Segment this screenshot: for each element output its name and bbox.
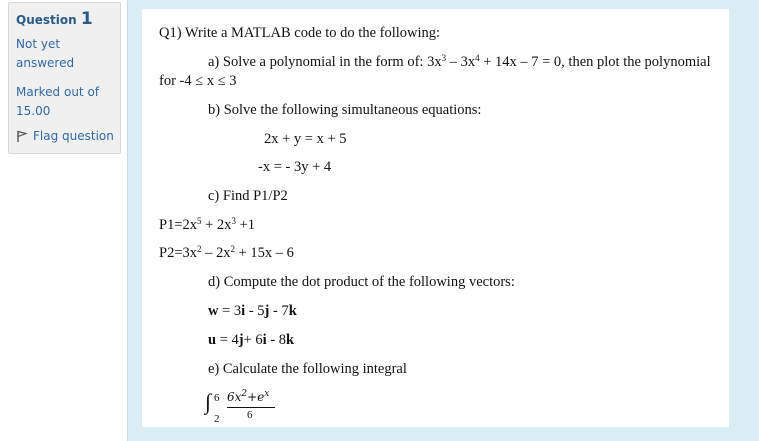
vector-u <box>208 332 294 349</box>
p1-definition <box>159 217 255 234</box>
state-line-1: Not yet <box>16 37 61 51</box>
exp-p2b: 2 <box>230 244 235 254</box>
flag-icon <box>16 130 28 143</box>
w-mid3: - 7 <box>269 303 289 319</box>
equation-2: -x = - 3y + 4 <box>258 159 332 175</box>
exp-p1a: 5 <box>197 216 202 226</box>
p2-b: – 2x <box>201 245 231 261</box>
q1-heading: Q1) Write a MATLAB code to do the following: <box>159 25 441 41</box>
equation-1: 2x + y = x + 5 <box>264 131 347 147</box>
p1-c: +1 <box>235 217 255 233</box>
u-k: k <box>286 332 295 348</box>
p1-a: P1=2x <box>159 217 197 233</box>
num-exp-2: 2 <box>241 389 248 399</box>
u-j: j <box>238 332 244 348</box>
part-b-text: b) Solve the following simultaneous equations: <box>208 102 482 118</box>
exp-a2: 4 <box>475 53 480 63</box>
question-label: Question <box>16 13 77 27</box>
exp-p1b: 3 <box>231 216 236 226</box>
part-a-line <box>208 54 711 71</box>
p1-b: + 2x <box>201 217 232 233</box>
p2-c: + 15x – 6 <box>235 245 294 261</box>
w-k: k <box>288 303 297 319</box>
integral-lower-limit: 2 <box>214 413 220 425</box>
u-mid3: - 8 <box>266 332 287 348</box>
w-j: j <box>264 303 270 319</box>
fraction-bar <box>227 407 275 408</box>
integral-expression <box>205 387 285 427</box>
exp-p2a: 2 <box>197 244 202 254</box>
num-exp-x: x <box>264 389 270 399</box>
w-mid1: = 3 <box>218 303 242 319</box>
p2-definition <box>159 245 294 262</box>
part-e-text: e) Calculate the following integral <box>208 361 407 377</box>
flag-question-label: Flag question <box>33 129 114 143</box>
question-info-panel <box>8 2 121 154</box>
question-number-value: 1 <box>80 9 93 29</box>
part-c-text: c) Find P1/P2 <box>208 188 288 204</box>
u-lhs: u <box>208 332 217 348</box>
part-a-range: for -4 ≤ x ≤ 3 <box>159 73 237 89</box>
w-lhs: w <box>208 303 219 319</box>
grade-line-1: Marked out of <box>16 85 100 99</box>
question-grade <box>16 83 120 121</box>
integral-numerator: $6x^2+e^x$ <box>227 389 270 404</box>
p2-a: P2=3x <box>159 245 197 261</box>
grade-line-2: 15.00 <box>16 104 51 118</box>
part-a-text: a) Solve a polynomial in the form of: 3x <box>208 54 442 70</box>
u-mid2: + 6 <box>243 332 263 348</box>
u-i: i <box>262 332 267 348</box>
vector-w <box>208 303 297 320</box>
part-a-cont2: + 14x – 7 = 0, then plot the polynomial <box>479 54 711 70</box>
w-mid2: - 5 <box>245 303 265 319</box>
question-text <box>142 9 729 427</box>
flag-question-link[interactable] <box>16 129 120 143</box>
integral-sign: ∫ <box>205 389 212 414</box>
u-mid1: = 4 <box>216 332 239 348</box>
question-state <box>16 35 120 73</box>
question-number <box>16 9 120 29</box>
integral-upper-limit: 6 <box>214 392 220 404</box>
state-line-2: answered <box>16 56 75 70</box>
part-d-text: d) Compute the dot product of the following vectors: <box>208 274 515 290</box>
part-a-cont1: – 3x <box>446 54 476 70</box>
exp-a1: 3 <box>441 53 447 63</box>
w-i: i <box>241 303 246 319</box>
integral-denominator: 6 <box>247 409 253 421</box>
